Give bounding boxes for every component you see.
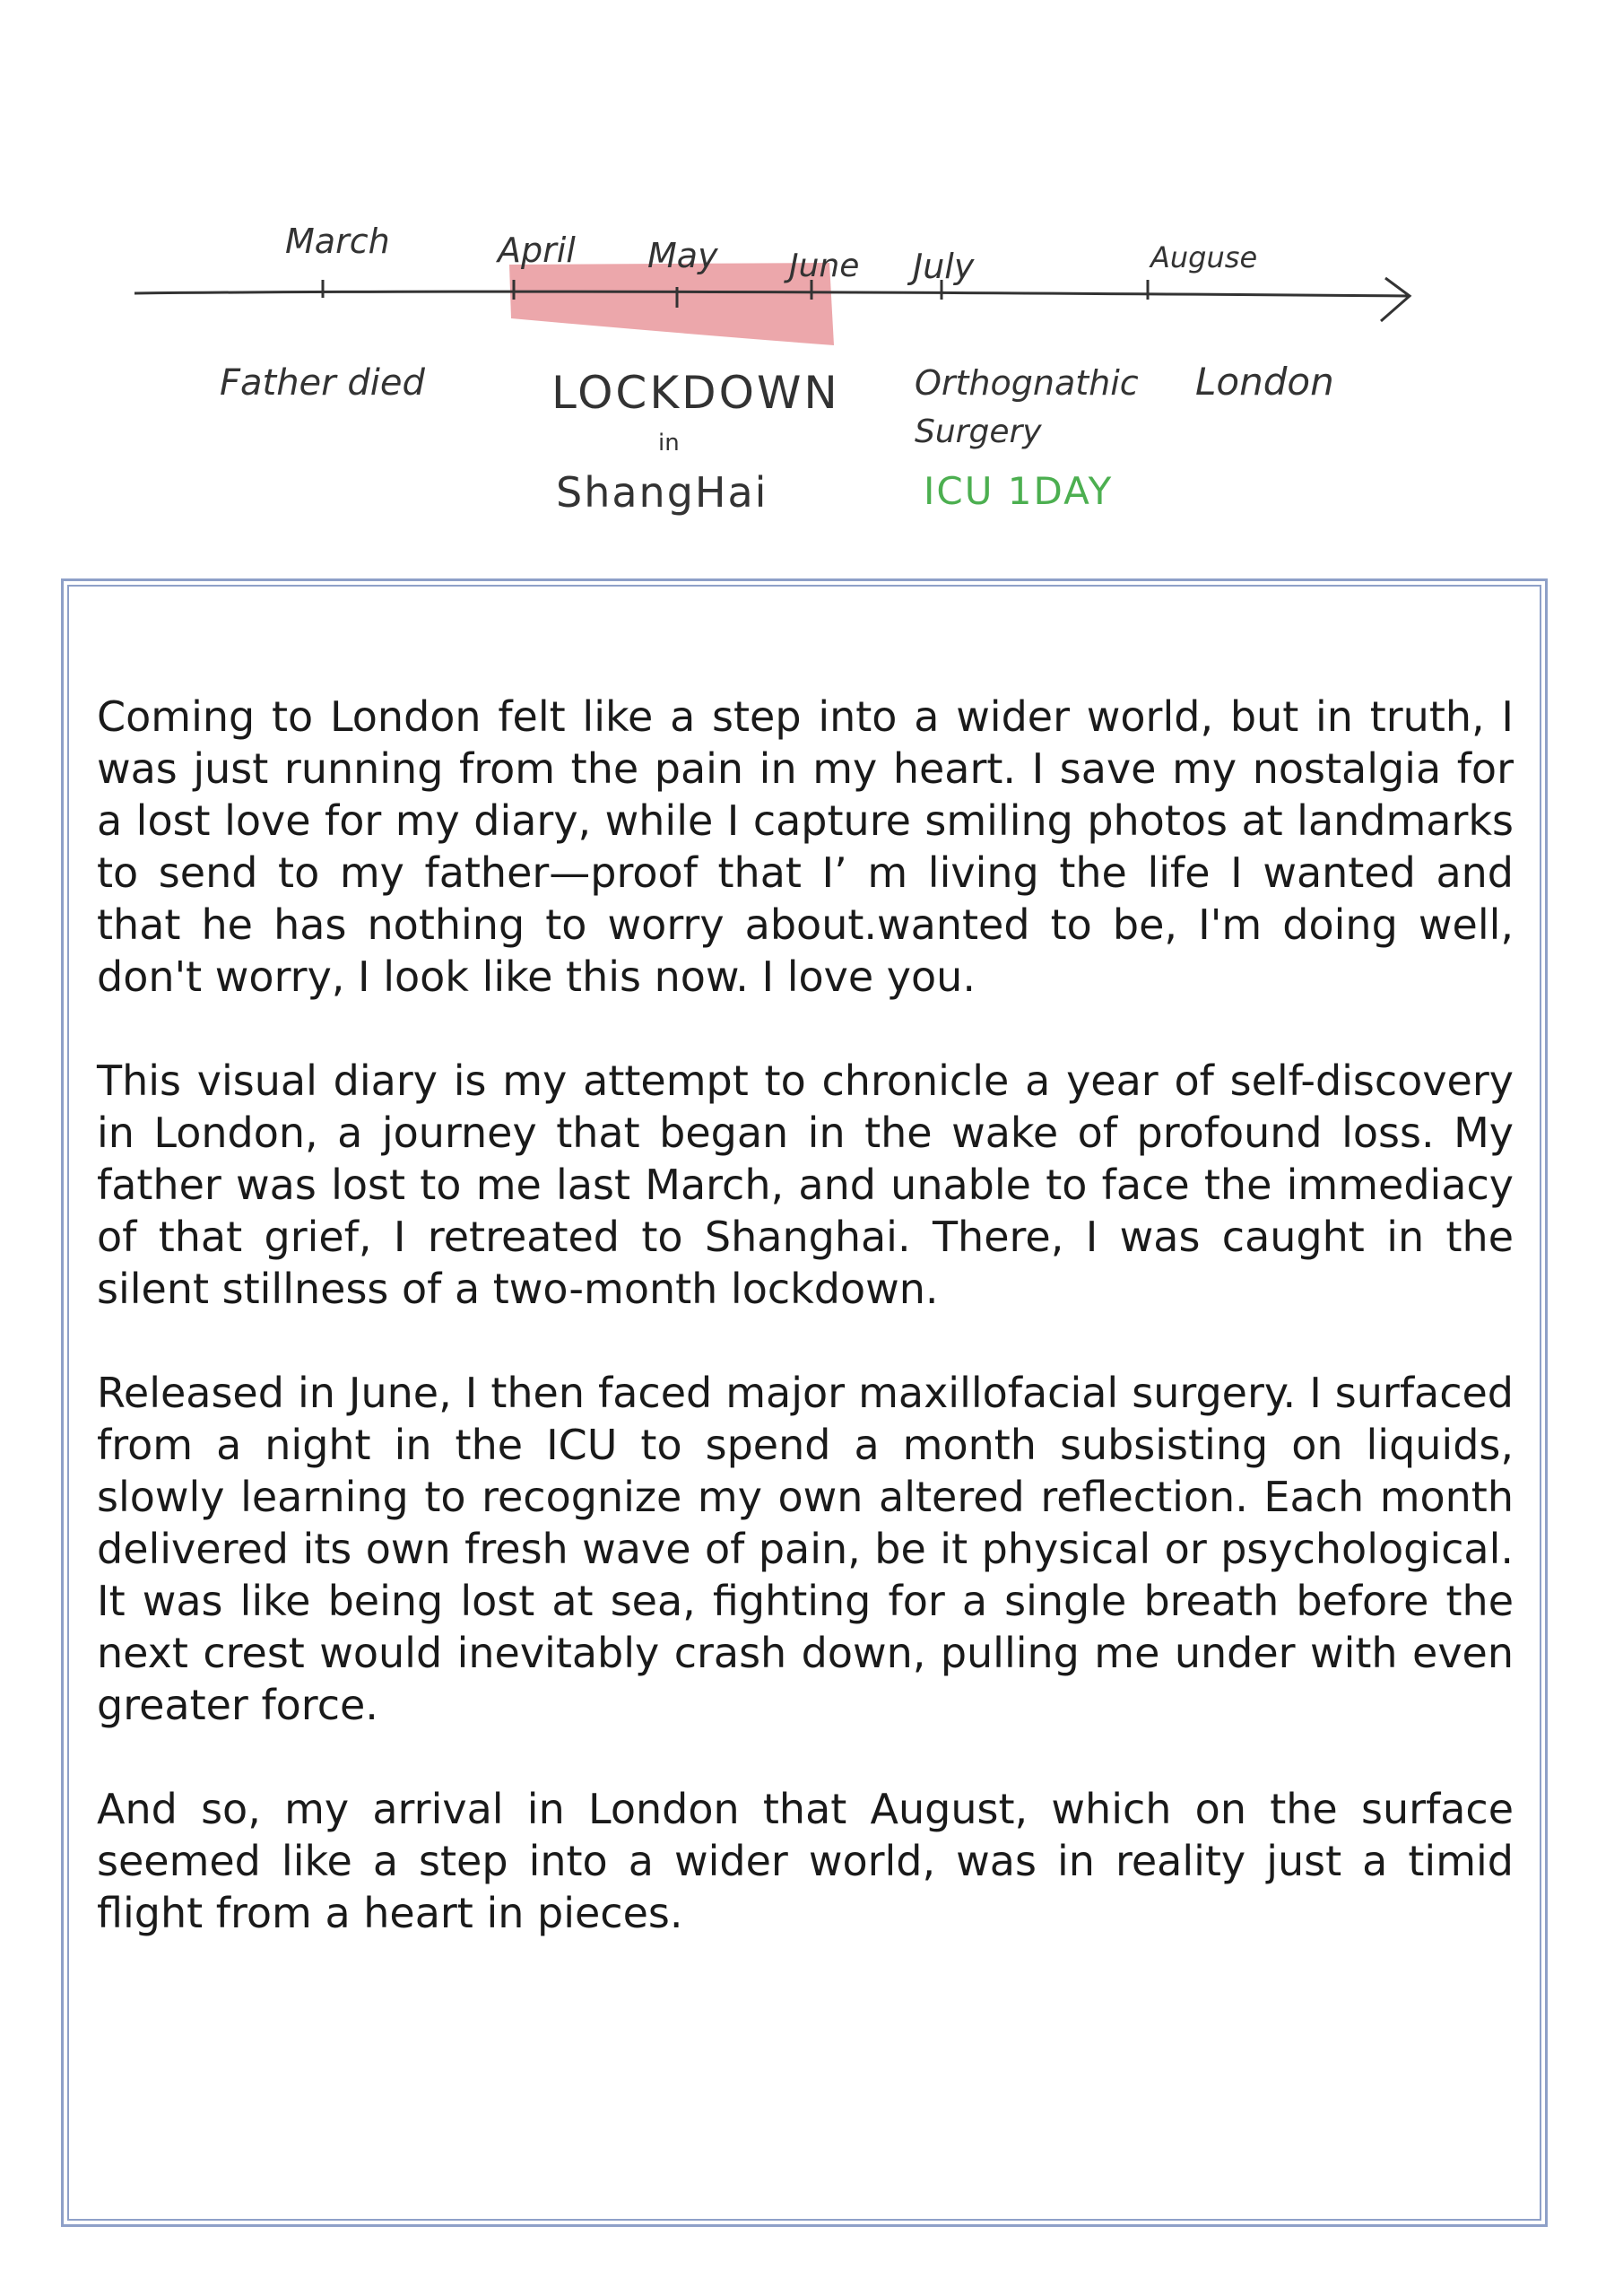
timeline-arrowhead xyxy=(1381,278,1410,321)
event-father-died: Father died xyxy=(220,362,425,404)
month-label-june: June xyxy=(789,248,860,284)
month-label-august: Auguse xyxy=(1150,240,1258,274)
paragraph-4: And so, my arrival in London that August, which on the surface seemed like a step into a wider world, was in reality just a timid flight from a heart in pieces. xyxy=(97,1785,1514,1937)
month-label-april: April xyxy=(498,230,576,270)
paragraph-1: Coming to London felt like a step into a wider world, but in truth, I was just running from the pain in my heart. I save my nostalgia for a lost love for my diary, while I capture smiling photos at landmarks to send to my father—proof that I’ m living the life I wanted and that he has nothing to worry about.wanted to be, I'm doing well, don't worry, I look like this now. I love you. xyxy=(97,692,1514,1001)
event-surgery-line1: Orthognathic xyxy=(915,363,1139,403)
event-icu: ICU 1DAY xyxy=(924,469,1114,513)
paragraph-3: Released in June, I then faced major maxillofacial surgery. I surfaced from a night in the ICU to spend a month subsisting on liquids, slowly learning to recognize my own altered reflection. Each month delivered its own fresh wave of pain, be it physical or psychological. It was like being lost at sea, fighting for a single breath before the next crest would inevitably crash down, pulling me under with even greater force. xyxy=(97,1369,1514,1729)
event-surgery-line2: Surgery xyxy=(915,413,1042,450)
event-lockdown: LOCKDOWN xyxy=(551,367,840,419)
month-label-march: March xyxy=(285,222,390,261)
month-label-july: July xyxy=(913,247,975,286)
timeline-sketch xyxy=(0,0,1623,574)
paragraph-2: This visual diary is my attempt to chronicle a year of self-discovery in London, a journey that began in the wake of profound loss. My father was lost to me last March, and unable to face the immediacy of that grief, I retreated to Shanghai. There, I was caught in the silent stillness of a two-month lockdown. xyxy=(97,1057,1514,1313)
diary-text xyxy=(97,691,1514,1991)
month-label-may: May xyxy=(647,236,718,275)
event-london: London xyxy=(1195,360,1334,404)
event-lockdown-in: in xyxy=(658,430,680,457)
event-lockdown-city: ShangHai xyxy=(556,468,768,517)
